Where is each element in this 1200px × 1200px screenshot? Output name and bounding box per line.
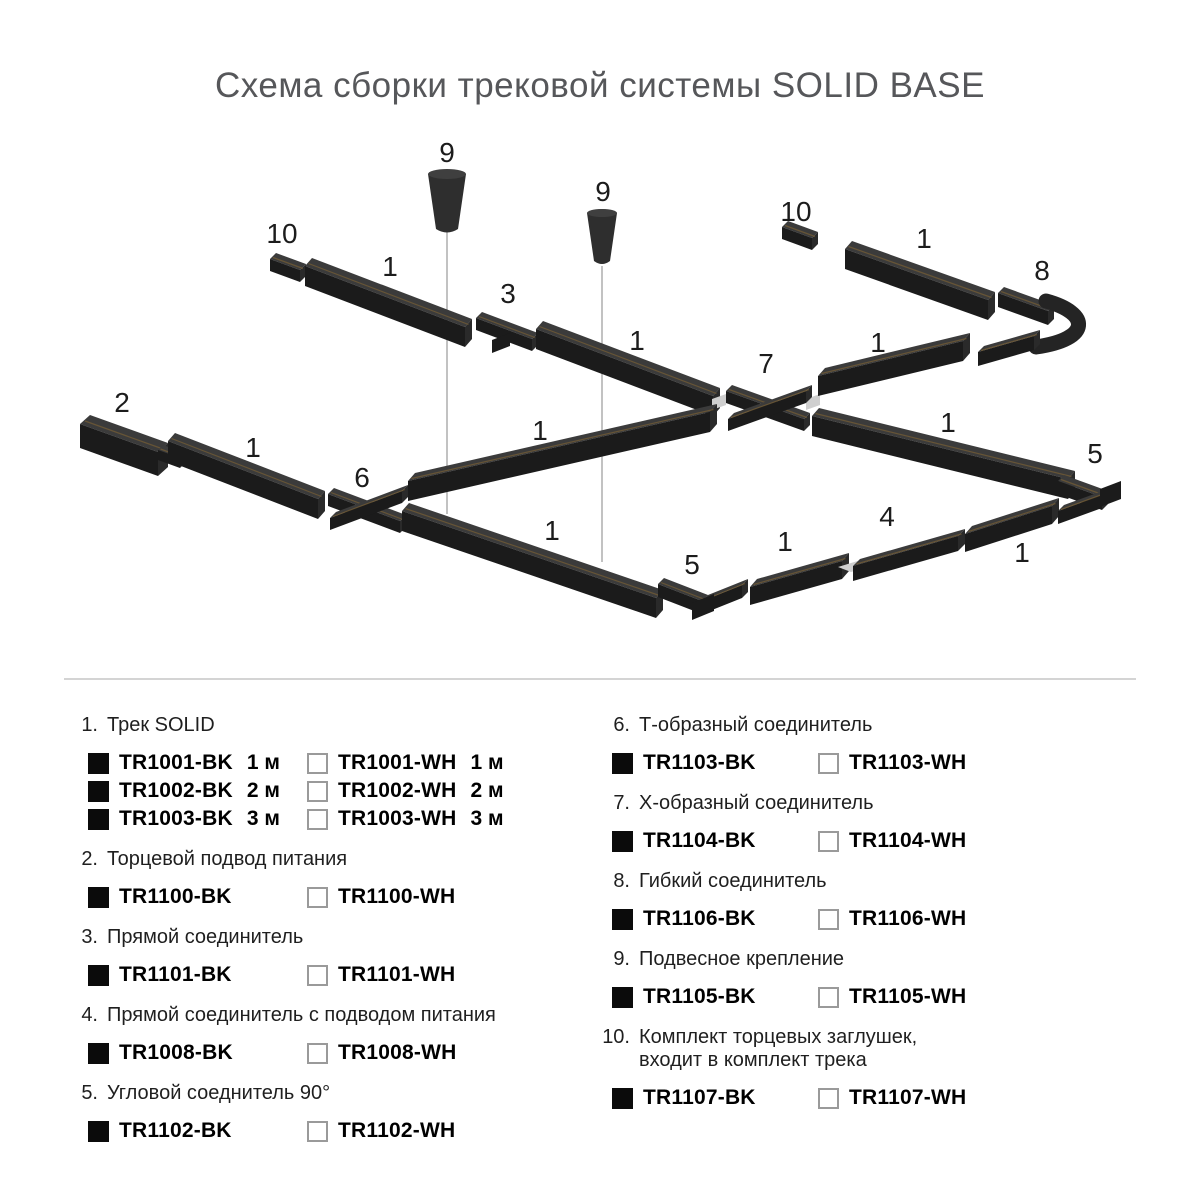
legend-item [598, 948, 1173, 1011]
connector-tab [1100, 481, 1121, 507]
legend-item-number: 6. [613, 714, 630, 736]
legend-item-number: 9. [613, 948, 630, 970]
track-front-face [402, 511, 656, 618]
product-variant-white [307, 1041, 526, 1065]
track-length: 2 м [246, 779, 280, 802]
product-variant-white [307, 751, 526, 775]
color-swatch-white [307, 1121, 328, 1142]
product-variant-black [88, 751, 307, 775]
product-code: TR1105-WH [849, 985, 967, 1008]
part-label: 5 [684, 549, 700, 580]
legend-item-name-line: Трек SOLID [107, 714, 215, 736]
legend-item-header [598, 948, 1173, 971]
product-variant-white [307, 779, 526, 803]
legend-item [72, 848, 577, 911]
product-variant-black [88, 779, 307, 803]
part-label: 3 [500, 278, 516, 309]
legend-item-number: 5. [81, 1082, 98, 1104]
product-row [72, 1039, 577, 1067]
legend-item-header [598, 1026, 1173, 1072]
product-code: TR1103-WH [849, 751, 967, 774]
part-label: 1 [245, 432, 261, 463]
legend-item [72, 1004, 577, 1067]
part-label: 1 [916, 223, 932, 254]
product-code: TR1008-WH [338, 1041, 457, 1064]
track-length: 3 м [246, 807, 280, 830]
product-code: TR1008-BK [119, 1041, 233, 1064]
product-variant-black [612, 1086, 818, 1110]
part-label: 5 [1087, 438, 1103, 469]
color-swatch-black [612, 831, 633, 852]
product-row [72, 1117, 577, 1145]
product-variant-black [612, 751, 818, 775]
legend-item-name [639, 714, 872, 737]
product-code: TR1102-BK [119, 1119, 232, 1142]
color-swatch-white [307, 809, 328, 830]
product-variant-white [818, 829, 1024, 853]
legend-item-number: 7. [613, 792, 630, 814]
color-swatch-black [88, 753, 109, 774]
divider-line [64, 678, 1136, 680]
product-code: TR1001-BK [119, 751, 233, 774]
legend-item-header [598, 714, 1173, 737]
product-code: TR1104-BK [643, 829, 756, 852]
legend-item-name [107, 1082, 330, 1105]
legend-item-name [107, 848, 347, 871]
diagram-line [406, 509, 660, 596]
legend-item-name-line: Прямой соединитель с подводом питания [107, 1004, 496, 1026]
part-label: 1 [382, 251, 398, 282]
legend-item-header [598, 870, 1173, 893]
legend-item-header [72, 1004, 577, 1027]
part-label: 7 [758, 348, 774, 379]
part-label: 1 [1014, 537, 1030, 568]
color-swatch-white [307, 887, 328, 908]
color-swatch-black [88, 1043, 109, 1064]
legend-item [598, 714, 1173, 777]
legend-item-name [639, 870, 827, 893]
legend-item-header [72, 1082, 577, 1105]
product-code: TR1102-WH [338, 1119, 456, 1142]
part-label: 1 [777, 526, 793, 557]
legend-item [72, 1082, 577, 1145]
product-code: TR1100-WH [338, 885, 456, 908]
track-top-face [408, 404, 717, 481]
color-swatch-white [818, 831, 839, 852]
part-label: 9 [439, 137, 455, 168]
part-label: 4 [879, 501, 895, 532]
legend-item-header [72, 848, 577, 871]
product-code: TR1106-BK [643, 907, 756, 930]
track-front-face [536, 329, 713, 416]
product-code: TR1003-WH [338, 807, 457, 830]
part-label: 10 [266, 218, 298, 249]
product-code: TR1105-BK [643, 985, 756, 1008]
legend-item [598, 870, 1173, 933]
product-code: TR1001-WH [338, 751, 457, 774]
legend-item-number: 4. [81, 1004, 98, 1026]
color-swatch-black [612, 987, 633, 1008]
legend-item-name [107, 714, 215, 737]
legend-item-header [72, 714, 577, 737]
color-swatch-white [307, 1043, 328, 1064]
product-variant-white [307, 963, 526, 987]
color-swatch-black [88, 781, 109, 802]
product-variant-black [88, 963, 307, 987]
legend-item-name [107, 1004, 496, 1027]
legend-column-left [72, 714, 577, 1160]
legend-item [598, 1026, 1173, 1112]
legend-item-name-line: Угловой соеднитель 90° [107, 1082, 331, 1104]
legend-item-number: 8. [613, 870, 630, 892]
color-swatch-black [88, 809, 109, 830]
product-row [598, 1084, 1173, 1112]
part-label: 1 [532, 415, 548, 446]
part-label: 1 [940, 407, 956, 438]
product-variant-white [307, 1119, 526, 1143]
product-row [72, 961, 577, 989]
pendant-mount-top [587, 209, 617, 217]
part-label: 9 [595, 176, 611, 207]
legend-item-number: 2. [81, 848, 98, 870]
product-code: TR1100-BK [119, 885, 232, 908]
product-variant-black [612, 907, 818, 931]
product-code: TR1002-BK [119, 779, 233, 802]
color-swatch-black [612, 909, 633, 930]
product-variant-black [88, 1119, 307, 1143]
legend-item-number: 1. [81, 714, 98, 736]
part-label: 1 [544, 515, 560, 546]
product-row [72, 749, 577, 777]
pendant-mount-top [428, 169, 466, 179]
legend-item-name-line: Подвесное крепление [639, 948, 845, 970]
product-row [72, 777, 577, 805]
color-swatch-black [88, 887, 109, 908]
pendant-mount [587, 209, 617, 264]
color-swatch-black [612, 1088, 633, 1109]
product-variant-white [818, 751, 1024, 775]
legend-item-name-line: Т-образный соединитель [639, 714, 873, 736]
legend-item-name-line: Гибкий соединитель [639, 870, 827, 892]
product-code: TR1003-BK [119, 807, 233, 830]
legend-item-name [107, 926, 303, 949]
color-swatch-white [818, 909, 839, 930]
page-title: Схема сборки трековой системы SOLID BASE [215, 66, 985, 105]
product-variant-white [818, 1086, 1024, 1110]
product-variant-white [818, 907, 1024, 931]
part-label: 1 [629, 325, 645, 356]
product-row [598, 827, 1173, 855]
track-length: 3 м [470, 807, 504, 830]
product-variant-black [612, 829, 818, 853]
track-length: 1 м [470, 751, 504, 774]
product-variant-black [88, 885, 307, 909]
legend-item-header [72, 926, 577, 949]
product-code: TR1106-WH [849, 907, 967, 930]
diagram-line [412, 410, 714, 479]
product-variant-black [88, 807, 307, 831]
legend-item-name-line: Х-образный соединитель [639, 792, 874, 814]
color-swatch-black [612, 753, 633, 774]
product-variant-black [88, 1041, 307, 1065]
product-row [72, 805, 577, 833]
legend-item [72, 714, 577, 833]
legend-item-header [598, 792, 1173, 815]
product-code: TR1101-BK [119, 963, 232, 986]
product-code: TR1103-BK [643, 751, 756, 774]
track-length: 2 м [470, 779, 504, 802]
legend-item-number: 10. [602, 1026, 630, 1048]
track-length: 1 м [246, 751, 280, 774]
product-row [598, 749, 1173, 777]
color-swatch-white [818, 1088, 839, 1109]
color-swatch-white [307, 965, 328, 986]
part-label: 6 [354, 462, 370, 493]
product-code: TR1107-BK [643, 1086, 756, 1109]
legend-item-number: 3. [81, 926, 98, 948]
product-variant-white [307, 807, 526, 831]
product-row [72, 883, 577, 911]
color-swatch-black [88, 1121, 109, 1142]
legend-item-name-line: Прямой соединитель [107, 926, 304, 948]
color-swatch-white [818, 753, 839, 774]
product-code: TR1002-WH [338, 779, 457, 802]
part-label: 2 [114, 387, 130, 418]
track-front-face [408, 412, 710, 501]
color-swatch-black [88, 965, 109, 986]
part-label: 8 [1034, 255, 1050, 286]
product-code: TR1104-WH [849, 829, 967, 852]
legend-item-name [639, 792, 874, 815]
product-variant-black [612, 985, 818, 1009]
legend-item-name-line: Комплект торцевых заглушек, [639, 1026, 918, 1048]
product-variant-white [307, 885, 526, 909]
product-row [598, 983, 1173, 1011]
legend-item [598, 792, 1173, 855]
color-swatch-white [307, 753, 328, 774]
product-code: TR1101-WH [338, 963, 456, 986]
product-code: TR1107-WH [849, 1086, 967, 1109]
legend-item-name-line: входит в комплект трека [639, 1049, 867, 1071]
color-swatch-white [818, 987, 839, 1008]
legend-item-name [639, 1026, 917, 1072]
product-row [598, 905, 1173, 933]
legend-column-right [598, 714, 1173, 1127]
legend-item-name [639, 948, 844, 971]
part-label: 10 [780, 196, 812, 227]
legend-item-name-line: Торцевой подвод питания [107, 848, 348, 870]
product-variant-white [818, 985, 1024, 1009]
legend-item [72, 926, 577, 989]
color-swatch-white [307, 781, 328, 802]
part-label: 1 [870, 327, 886, 358]
